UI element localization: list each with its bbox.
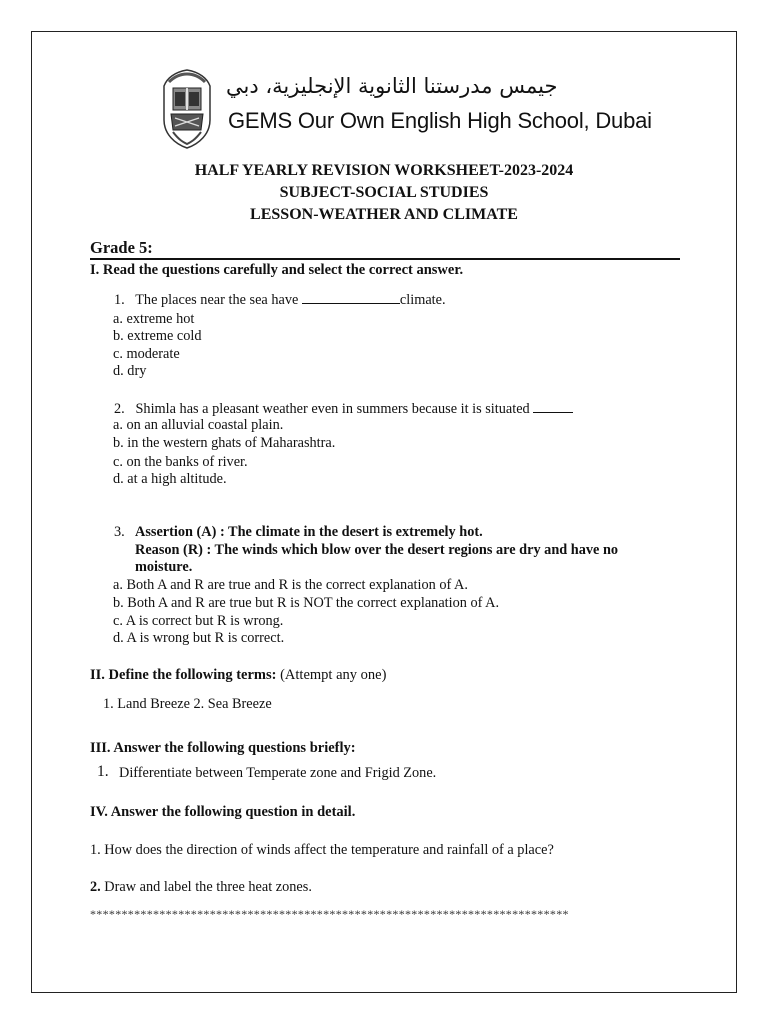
section-4-question-2-number: 2. — [90, 879, 101, 895]
option-1b: b. extreme cold — [113, 328, 202, 344]
option-3c: c. A is correct but R is wrong. — [113, 613, 284, 629]
section-3-heading: III. Answer the following questions briefly: — [90, 740, 356, 756]
question-2 — [114, 400, 573, 418]
footer-stars-divider: **************************************************************************** — [90, 907, 569, 921]
worksheet-title: HALF YEARLY REVISION WORKSHEET-2023-2024 — [194, 162, 574, 179]
section-3-question: Differentiate between Temperate zone and Frigid Zone. — [119, 765, 437, 781]
school-name: GEMS Our Own English High School, Dubai — [228, 108, 652, 133]
grade-underline — [90, 258, 680, 260]
question-1-text: The places near the sea have — [135, 292, 299, 308]
option-2c: c. on the banks of river. — [113, 454, 248, 470]
option-3d: d. A is wrong but R is correct. — [113, 630, 285, 646]
answer-blank — [533, 400, 573, 413]
question-1-text-end: climate. — [399, 292, 446, 308]
section-4-question-2 — [90, 879, 312, 896]
question-2-number: 2. — [114, 401, 125, 417]
question-1-number: 1. — [114, 292, 125, 308]
lesson-title: LESSON-WEATHER AND CLIMATE — [250, 206, 518, 223]
section-2-title: II. Define the following terms: — [90, 667, 277, 683]
section-3-number: 1. — [97, 763, 109, 780]
question-3-reason: Reason (R) : The winds which blow over the desert regions are dry and have no — [135, 542, 619, 558]
option-1a: a. extreme hot — [113, 311, 195, 327]
option-3a: a. Both A and R are true and R is the correct explanation of A. — [113, 577, 468, 593]
grade-label: Grade 5: — [90, 238, 153, 257]
option-2a: a. on an alluvial coastal plain. — [113, 417, 284, 433]
option-2b: b. in the western ghats of Maharashtra. — [113, 435, 336, 451]
section-4-question-1: 1. How does the direction of winds affect the temperature and rainfall of a place? — [90, 842, 554, 858]
question-3-number: 3. — [114, 524, 125, 540]
subject-title: SUBJECT-SOCIAL STUDIES — [279, 184, 489, 201]
option-1c: c. moderate — [113, 346, 180, 362]
section-2-heading — [90, 667, 386, 684]
option-3b: b. Both A and R are true but R is NOT the correct explanation of A. — [113, 595, 500, 611]
question-1 — [114, 291, 446, 309]
section-2-note: (Attempt any one) — [280, 667, 387, 683]
question-2-text: Shimla has a pleasant weather even in summers because it is situated — [135, 401, 530, 417]
question-3-assertion: Assertion (A) : The climate in the desert is extremely hot. — [135, 524, 483, 540]
question-3-reason-cont: moisture. — [135, 559, 193, 575]
option-1d: d. dry — [113, 363, 147, 379]
answer-blank — [302, 291, 400, 304]
section-4-question-2-text: Draw and label the three heat zones. — [100, 879, 312, 895]
section-1-heading: I. Read the questions carefully and select the correct answer. — [90, 262, 464, 278]
school-crest-logo — [161, 68, 213, 150]
option-2d: d. at a high altitude. — [113, 471, 227, 487]
school-name-arabic: جيمس مدرستنا الثانوية الإنجليزية، دبي — [226, 74, 558, 98]
section-4-heading: IV. Answer the following question in detail. — [90, 804, 356, 820]
section-2-terms: 1. Land Breeze 2. Sea Breeze — [103, 696, 272, 712]
